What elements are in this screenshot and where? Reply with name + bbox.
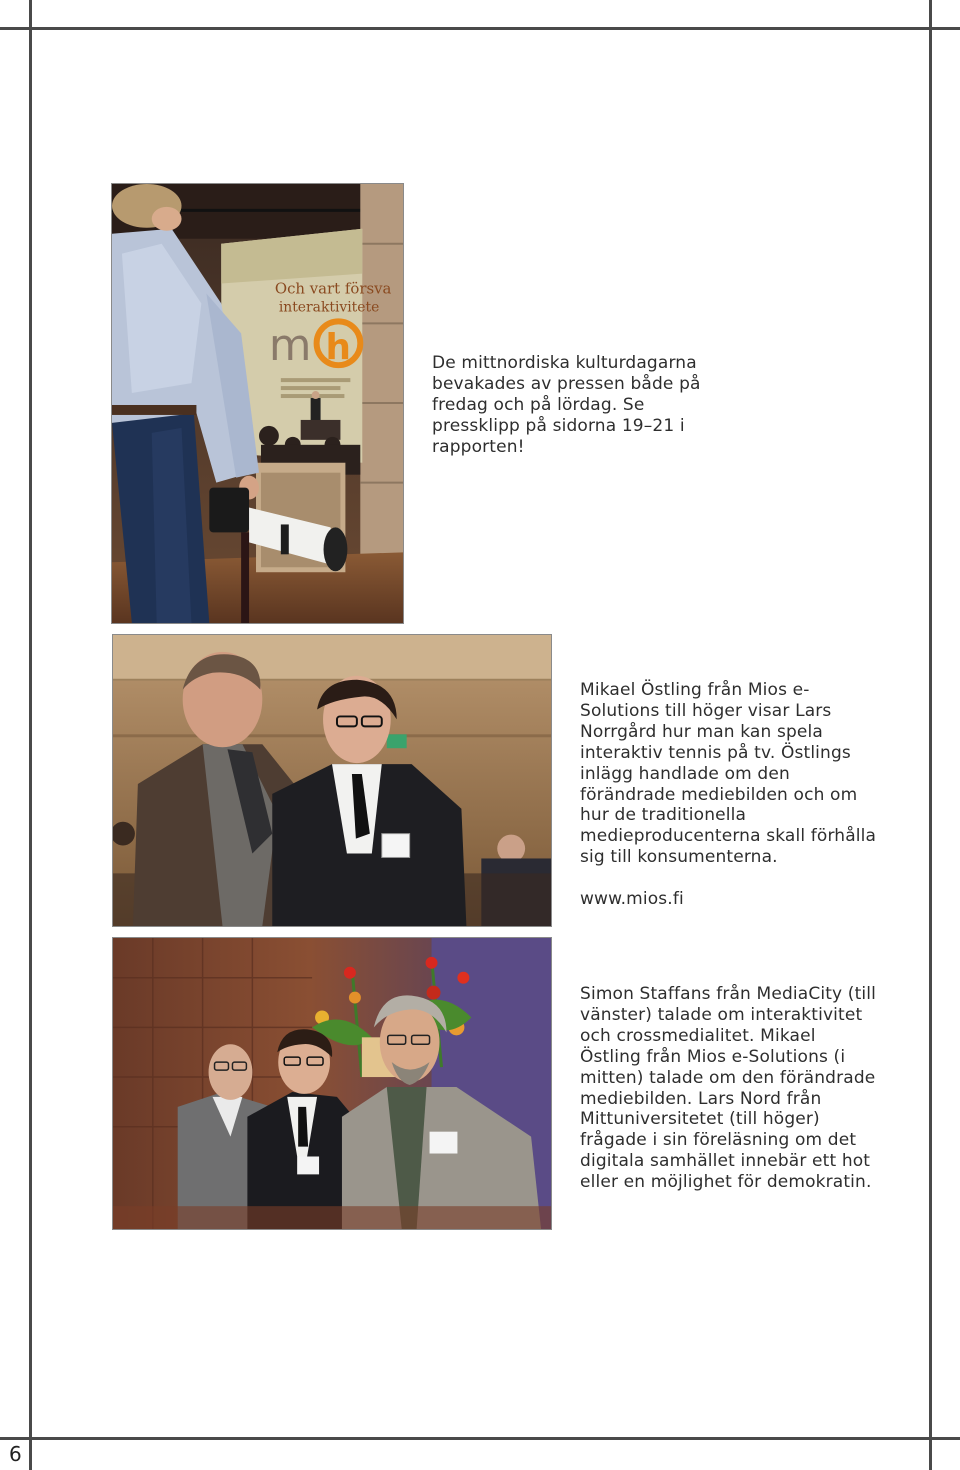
photo-tennis-demo	[112, 634, 552, 927]
right-rule	[929, 0, 932, 1470]
left-rule	[29, 0, 32, 1470]
top-rule	[0, 27, 960, 30]
photo-photographer-at-conference	[111, 183, 404, 624]
page-number: 6	[9, 1442, 22, 1466]
slide-title-text: Och vart försva	[274, 279, 392, 298]
caption-three-speakers: Simon Staffans från MediaCity (till vänster) talade om interaktivitet och crossmedialitet. Mikael Östling från Mios e-Solutions (i mitten) talade om den förändrade mediebilden. Lars Nord från Mittuniversitetet (till höger) frågade i sin föreläsning om det digitala samhället innebär ett hot eller en möjlighet för demokratin.	[580, 984, 877, 1193]
mios-link[interactable]: www.mios.fi	[580, 889, 684, 910]
caption-tennis-demo-text: Mikael Östling från Mios e-Solutions till höger visar Lars Norrgård hur man kan spela interaktiv tennis på tv. Östlings inlägg handlade om den förändrade mediebilden och om hur de traditionella medieproducenterna skall förhålla sig till konsumenterna.	[580, 680, 877, 868]
svg-text:m: m	[268, 320, 312, 372]
photo-three-speakers	[112, 937, 552, 1230]
caption-tennis-demo	[580, 680, 880, 910]
svg-text:interaktivitete: interaktivitete	[278, 299, 380, 316]
caption-press-coverage: De mittnordiska kulturdagarna bevakades av pressen både på fredag och på lördag. Se pressklipp på sidorna 19–21 i rapporten!	[432, 353, 701, 457]
bottom-rule	[0, 1437, 960, 1440]
svg-text:h: h	[325, 327, 351, 369]
